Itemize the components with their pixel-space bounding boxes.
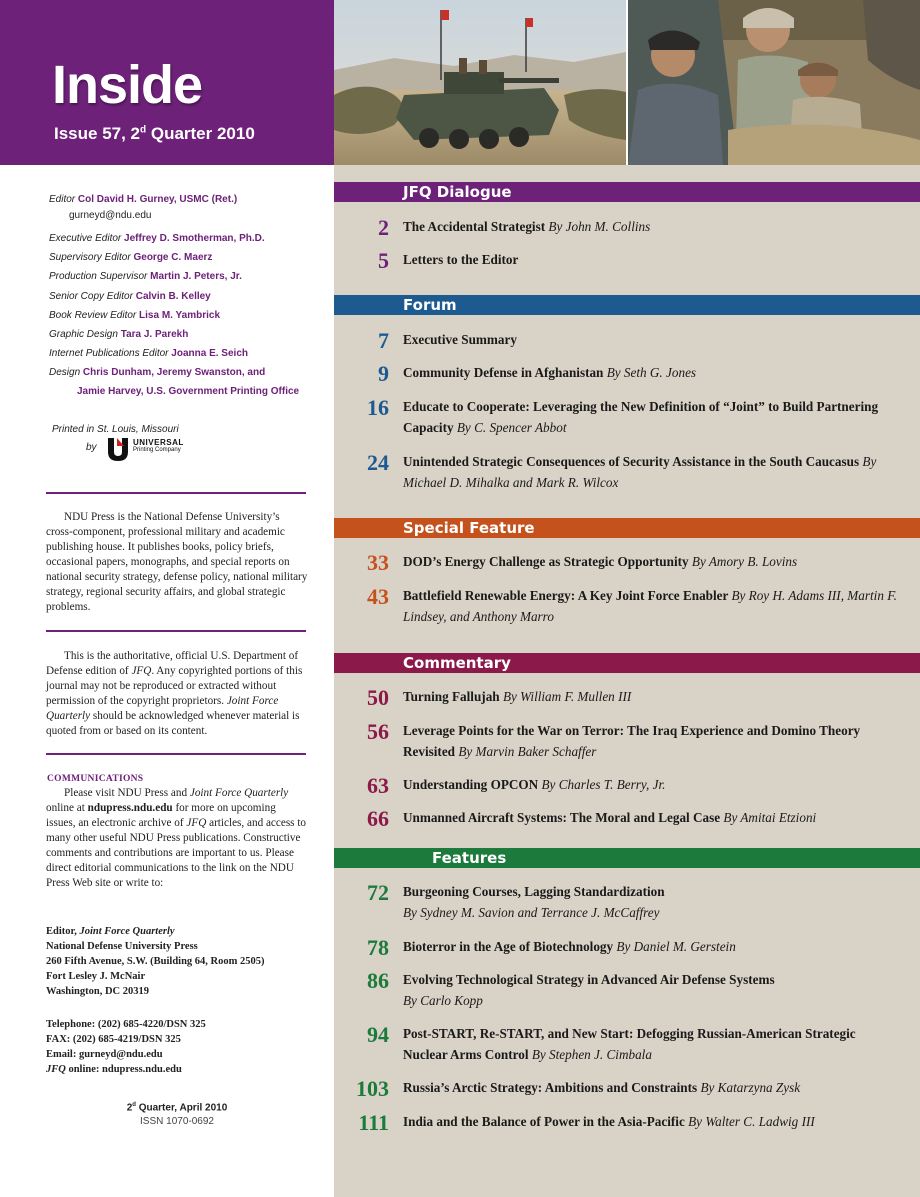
universal-logo-icon bbox=[106, 436, 130, 462]
staff-design: Design Chris Dunham, Jeremy Swanston, and bbox=[49, 367, 266, 378]
staff-design-line2: Jamie Harvey, U.S. Government Printing Office bbox=[77, 386, 300, 397]
section-special-feature: Special Feature bbox=[334, 518, 920, 538]
page-number: 33 bbox=[367, 550, 389, 575]
page-number: 43 bbox=[367, 584, 389, 609]
staff-senior-copy-editor: Senior Copy Editor Calvin B. Kelley bbox=[49, 291, 211, 302]
editor-email: gurneyd@ndu.edu bbox=[69, 210, 152, 221]
page-number: 86 bbox=[367, 968, 389, 993]
page-number: 5 bbox=[378, 248, 389, 273]
divider bbox=[46, 630, 306, 632]
article-entry[interactable]: Burgeoning Courses, Lagging Standardization By Sydney M. Savion and Terrance J. McCaffrey bbox=[403, 884, 665, 920]
staff-production-supervisor: Production Supervisor Martin J. Peters, Jr. bbox=[49, 271, 242, 282]
staff-editor: Editor Col David H. Gurney, USMC (Ret.) bbox=[49, 194, 238, 205]
contact-info: Telephone: (202) 685-4220/DSN 325 FAX: (202) 685-4219/DSN 325 Email: gurneyd@ndu.edu JFQ online: ndupress.ndu.edu bbox=[46, 1019, 206, 1075]
printed-in: Printed in St. Louis, Missouri bbox=[52, 424, 179, 435]
article-entry[interactable]: Unmanned Aircraft Systems: The Moral and Legal Case By Amitai Etzioni bbox=[403, 810, 817, 825]
issue-date: 2$^d$ Quarter, April 2010 bbox=[126, 1102, 228, 1114]
page-number: 78 bbox=[367, 935, 389, 960]
page-number: 66 bbox=[367, 806, 389, 831]
page-title: Inside bbox=[52, 55, 203, 115]
article-entry[interactable]: Understanding OPCON By Charles T. Berry, Jr. bbox=[403, 777, 666, 792]
section-jfq-dialogue: JFQ Dialogue bbox=[334, 182, 920, 202]
masthead-column bbox=[0, 165, 334, 1197]
divider bbox=[46, 753, 306, 755]
article-entry[interactable]: Battlefield Renewable Energy: A Key Joint Force Enabler By Roy H. Adams III, Martin F. Lindsey, and Anthony Marro bbox=[403, 588, 897, 624]
page-number: 2 bbox=[378, 215, 389, 240]
page-number: 111 bbox=[358, 1110, 389, 1135]
armored-vehicle-photo bbox=[334, 0, 626, 165]
printer-logo: UNIVERSAL Printing Company bbox=[106, 436, 130, 467]
article-entry[interactable]: The Accidental Strategist By John M. Collins bbox=[403, 219, 651, 234]
staff-executive-editor: Executive Editor Jeffrey D. Smotherman, Ph.D. bbox=[49, 233, 265, 244]
article-entry[interactable]: Executive Summary bbox=[403, 332, 517, 347]
section-features: Features bbox=[334, 848, 920, 868]
page-number: 63 bbox=[367, 773, 389, 798]
authority-statement: This is the authoritative, official U.S. Department of Defense edition of JFQ. Any copyrighted portions of this journal may not be reproduced or extracted without permission of the copyright proprietors. Joint Force Quarterly should be acknowledged whenever material is quoted from or based on its content. bbox=[46, 650, 303, 737]
staff-supervisory-editor: Supervisory Editor George C. Maerz bbox=[49, 252, 213, 263]
section-commentary: Commentary bbox=[334, 653, 920, 673]
page-number: 72 bbox=[367, 880, 389, 905]
table-of-contents bbox=[334, 165, 920, 1197]
staff-book-review-editor: Book Review Editor Lisa M. Yambrick bbox=[49, 310, 221, 321]
issn: ISSN 1070-0692 bbox=[140, 1116, 214, 1127]
staff-graphic-design: Graphic Design Tara J. Parekh bbox=[49, 329, 189, 340]
printed-by: by bbox=[86, 442, 97, 453]
inside-header bbox=[0, 0, 334, 165]
communications-heading: COMMUNICATIONS bbox=[47, 774, 144, 784]
section-forum: Forum bbox=[334, 295, 920, 315]
page-number: 56 bbox=[367, 719, 389, 744]
page-number: 16 bbox=[367, 395, 389, 420]
mailing-address: Editor, Joint Force Quarterly National Defense University Press 260 Fifth Avenue, S.W. (Building 64, Room 2505) Fort Lesley J. McNair Washington, DC 20319 bbox=[46, 926, 265, 997]
staff-internet-publications-editor: Internet Publications Editor Joanna E. Seich bbox=[49, 348, 248, 359]
article-entry[interactable]: Turning Fallujah By William F. Mullen III bbox=[403, 689, 632, 704]
article-entry[interactable]: Community Defense in Afghanistan By Seth G. Jones bbox=[403, 365, 697, 380]
article-entry[interactable]: Post-START, Re-START, and New Start: Defogging Russian-American Strategic Nuclear Arms Control By Stephen J. Cimbala bbox=[403, 1026, 856, 1062]
article-entry[interactable]: India and the Balance of Power in the Asia-Pacific By Walter C. Ladwig III bbox=[403, 1114, 815, 1129]
article-entry[interactable]: Evolving Technological Strategy in Advanced Air Defense Systems By Carlo Kopp bbox=[403, 972, 775, 1008]
article-entry[interactable]: Bioterror in the Age of Biotechnology By Daniel M. Gerstein bbox=[403, 939, 736, 954]
page-number: 103 bbox=[356, 1076, 389, 1101]
page-number: 9 bbox=[378, 361, 389, 386]
article-entry[interactable]: Unintended Strategic Consequences of Security Assistance in the South Caucasus By Michael D. Mihalka and Mark R. Wilcox bbox=[403, 454, 877, 490]
article-entry[interactable]: Russia’s Arctic Strategy: Ambitions and Constraints By Katarzyna Zysk bbox=[403, 1080, 801, 1095]
page-number: 7 bbox=[378, 328, 389, 353]
page-number: 50 bbox=[367, 685, 389, 710]
divider bbox=[46, 492, 306, 494]
article-entry[interactable]: Leverage Points for the War on Terror: The Iraq Experience and Domino Theory Revisited By Marvin Baker Schaffer bbox=[403, 723, 861, 759]
article-entry[interactable]: Letters to the Editor bbox=[403, 252, 519, 267]
communications-text: Please visit NDU Press and Joint Force Quarterly online at ndupress.ndu.edu for more on upcoming issues, an electronic archive of JFQ articles, and access to many other useful NDU Press publications. Constructive comments and contributions are important to us. Please direct editorial communications to the link on the NDU Press Web site or write to: bbox=[46, 787, 307, 889]
article-entry[interactable]: Educate to Cooperate: Leveraging the New Definition of “Joint” to Build Partnering Capacity By C. Spencer Abbot bbox=[403, 399, 879, 435]
issue-line: Issue 57, 2$^d$ Quarter 2010 bbox=[54, 124, 255, 143]
page-number: 94 bbox=[367, 1022, 389, 1047]
about-ndu-press: NDU Press is the National Defense University’s cross-component, professional military and academic publishing house. It publishes books, policy briefs, occasional papers, monographs, and special reports on national security strategy, defense policy, national military strategy, regional security affairs, and global strategic problems. bbox=[46, 511, 308, 613]
page-number: 24 bbox=[367, 450, 389, 475]
article-entry[interactable]: DOD’s Energy Challenge as Strategic Opportunity By Amory B. Lovins bbox=[403, 554, 798, 569]
field-meeting-photo bbox=[628, 0, 920, 165]
